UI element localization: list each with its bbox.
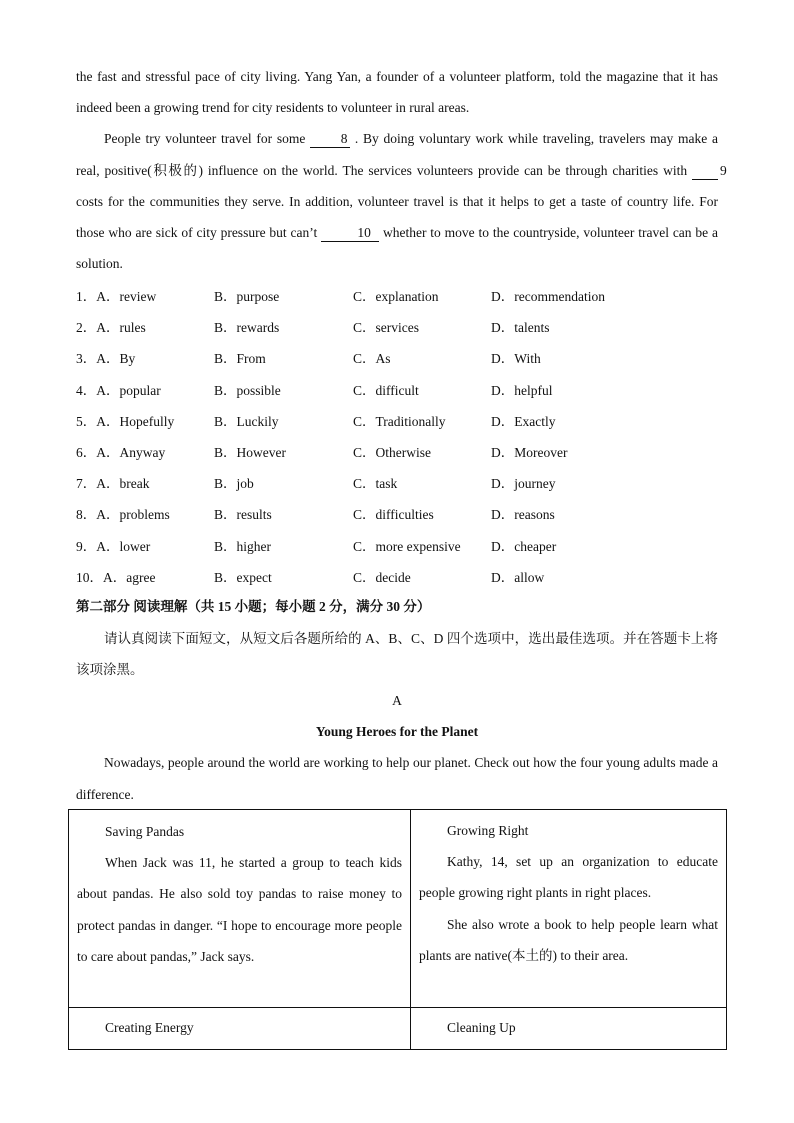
question-number: 9． xyxy=(76,538,97,554)
option-c: C．difficulties xyxy=(353,507,434,523)
option-c: C．more expensive xyxy=(353,538,461,554)
text-span: costs for the communities they serve. In addition, volunteer travel is that it helps to get a taste of country life. For those who are sick of city pressure but can’t xyxy=(76,193,718,241)
passage-paragraph-2 xyxy=(76,123,727,279)
option-d: D．journey xyxy=(491,476,556,492)
passage-title: Young Heroes for the Planet xyxy=(315,724,479,740)
option-b: B．possible xyxy=(214,382,281,398)
option-a: A．By xyxy=(96,351,136,367)
cell-title: Creating Energy xyxy=(105,1020,194,1035)
option-d: D．helpful xyxy=(491,382,553,398)
option-c: C．decide xyxy=(353,569,411,585)
option-a: A．problems xyxy=(96,507,170,523)
text-span: People try volunteer travel for some xyxy=(104,131,311,147)
option-c: C．explanation xyxy=(353,289,439,305)
option-a: A．rules xyxy=(96,320,146,336)
section-instruction: 请认真阅读下面短文，从短文后各题所给的 A、B、C、D 四个选项中，选出最佳选项。并在答题卡上将该项涂黑。 xyxy=(76,630,718,677)
option-d: D．talents xyxy=(491,320,550,336)
option-b: B．From xyxy=(214,351,266,367)
option-row xyxy=(76,435,718,466)
blank-10: 10 xyxy=(321,225,379,242)
option-b: B．job xyxy=(214,476,254,492)
option-a: A．Hopefully xyxy=(96,413,175,429)
question-number: 10． xyxy=(76,569,103,585)
cell-title: Saving Pandas xyxy=(105,824,185,839)
passage-paragraph-1: the fast and stressful pace of city living. Yang Yan, a founder of a volunteer platform, told the magazine that it has indeed been a growing trend for city residents to volunteer in rural areas. xyxy=(76,69,718,116)
option-row xyxy=(76,311,718,342)
text-span: . By doing voluntary work while traveling, travelers may make a real, positive(积极的) influence on the world. The services volunteers provide can be through charities with xyxy=(76,131,718,178)
table-row xyxy=(69,1008,727,1050)
section-heading: 第二部分 阅读理解（共 15 小题；每小题 2 分，满分 30 分） xyxy=(76,599,431,615)
option-row xyxy=(76,373,718,404)
blank-9: 9 xyxy=(692,163,718,180)
option-a: A．review xyxy=(96,289,157,305)
question-number: 4． xyxy=(76,382,97,398)
option-d: D．Exactly xyxy=(491,413,556,429)
passage-intro: Nowadays, people around the world are working to help our planet. Check out how the four young adults made a difference. xyxy=(76,755,718,802)
option-b: B．However xyxy=(214,444,286,460)
option-row xyxy=(76,342,718,373)
question-number: 7． xyxy=(76,476,97,492)
text-span: whether to move to the countryside, volunteer travel can be a solution. xyxy=(76,225,718,272)
option-b: B．rewards xyxy=(214,320,280,336)
option-c: C．Otherwise xyxy=(353,444,431,460)
question-number: 3． xyxy=(76,351,97,367)
table-cell xyxy=(69,810,411,1008)
option-b: B．Luckily xyxy=(214,413,279,429)
option-a: A．Anyway xyxy=(96,444,166,460)
option-b: B．higher xyxy=(214,538,271,554)
cell-body: Kathy, 14, set up an organization to educate people growing right plants in right places. xyxy=(419,854,718,901)
cell-body: She also wrote a book to help people learn what plants are native(本土的) to their area. xyxy=(419,916,718,963)
option-b: B．results xyxy=(214,507,272,523)
option-c: C．difficult xyxy=(353,382,419,398)
question-number: 1． xyxy=(76,289,97,305)
cell-title: Growing Right xyxy=(447,823,529,838)
option-row xyxy=(76,529,718,560)
option-d: D．reasons xyxy=(491,507,555,523)
cell-title: Cleaning Up xyxy=(447,1020,516,1035)
cell-body: When Jack was 11, he started a group to teach kids about pandas. He also sold toy pandas to raise money to protect pandas in danger. “I hope to encourage more people to care about pandas,” Jack says. xyxy=(77,855,402,964)
heroes-table xyxy=(68,809,727,1050)
option-d: D．recommendation xyxy=(491,289,605,305)
passage-letter: A xyxy=(392,692,402,708)
option-d: D．cheaper xyxy=(491,538,557,554)
option-c: C．Traditionally xyxy=(353,413,446,429)
question-number: 6． xyxy=(76,444,97,460)
option-row xyxy=(76,467,718,498)
option-row xyxy=(76,498,718,529)
table-row xyxy=(69,810,727,1008)
option-a: A．lower xyxy=(96,538,151,554)
option-c: C．services xyxy=(353,320,419,336)
option-row xyxy=(76,560,718,591)
table-cell xyxy=(69,1008,411,1050)
blank-8: 8 xyxy=(310,131,350,148)
table-cell xyxy=(411,810,727,1008)
option-d: D．With xyxy=(491,351,541,367)
question-number: 2． xyxy=(76,320,97,336)
question-number: 5． xyxy=(76,413,97,429)
option-b: B．purpose xyxy=(214,289,280,305)
option-row xyxy=(76,404,718,435)
options-list xyxy=(76,279,718,591)
option-d: D．Moreover xyxy=(491,444,568,460)
option-c: C．task xyxy=(353,476,398,492)
option-a: A．popular xyxy=(96,382,161,398)
option-row xyxy=(76,279,718,310)
option-d: D．allow xyxy=(491,569,545,585)
option-c: C．As xyxy=(353,351,391,367)
document-page xyxy=(76,61,727,810)
table-cell xyxy=(411,1008,727,1050)
option-b: B．expect xyxy=(214,569,272,585)
option-a: A．agree xyxy=(103,569,156,585)
option-a: A．break xyxy=(96,476,150,492)
question-number: 8． xyxy=(76,507,97,523)
